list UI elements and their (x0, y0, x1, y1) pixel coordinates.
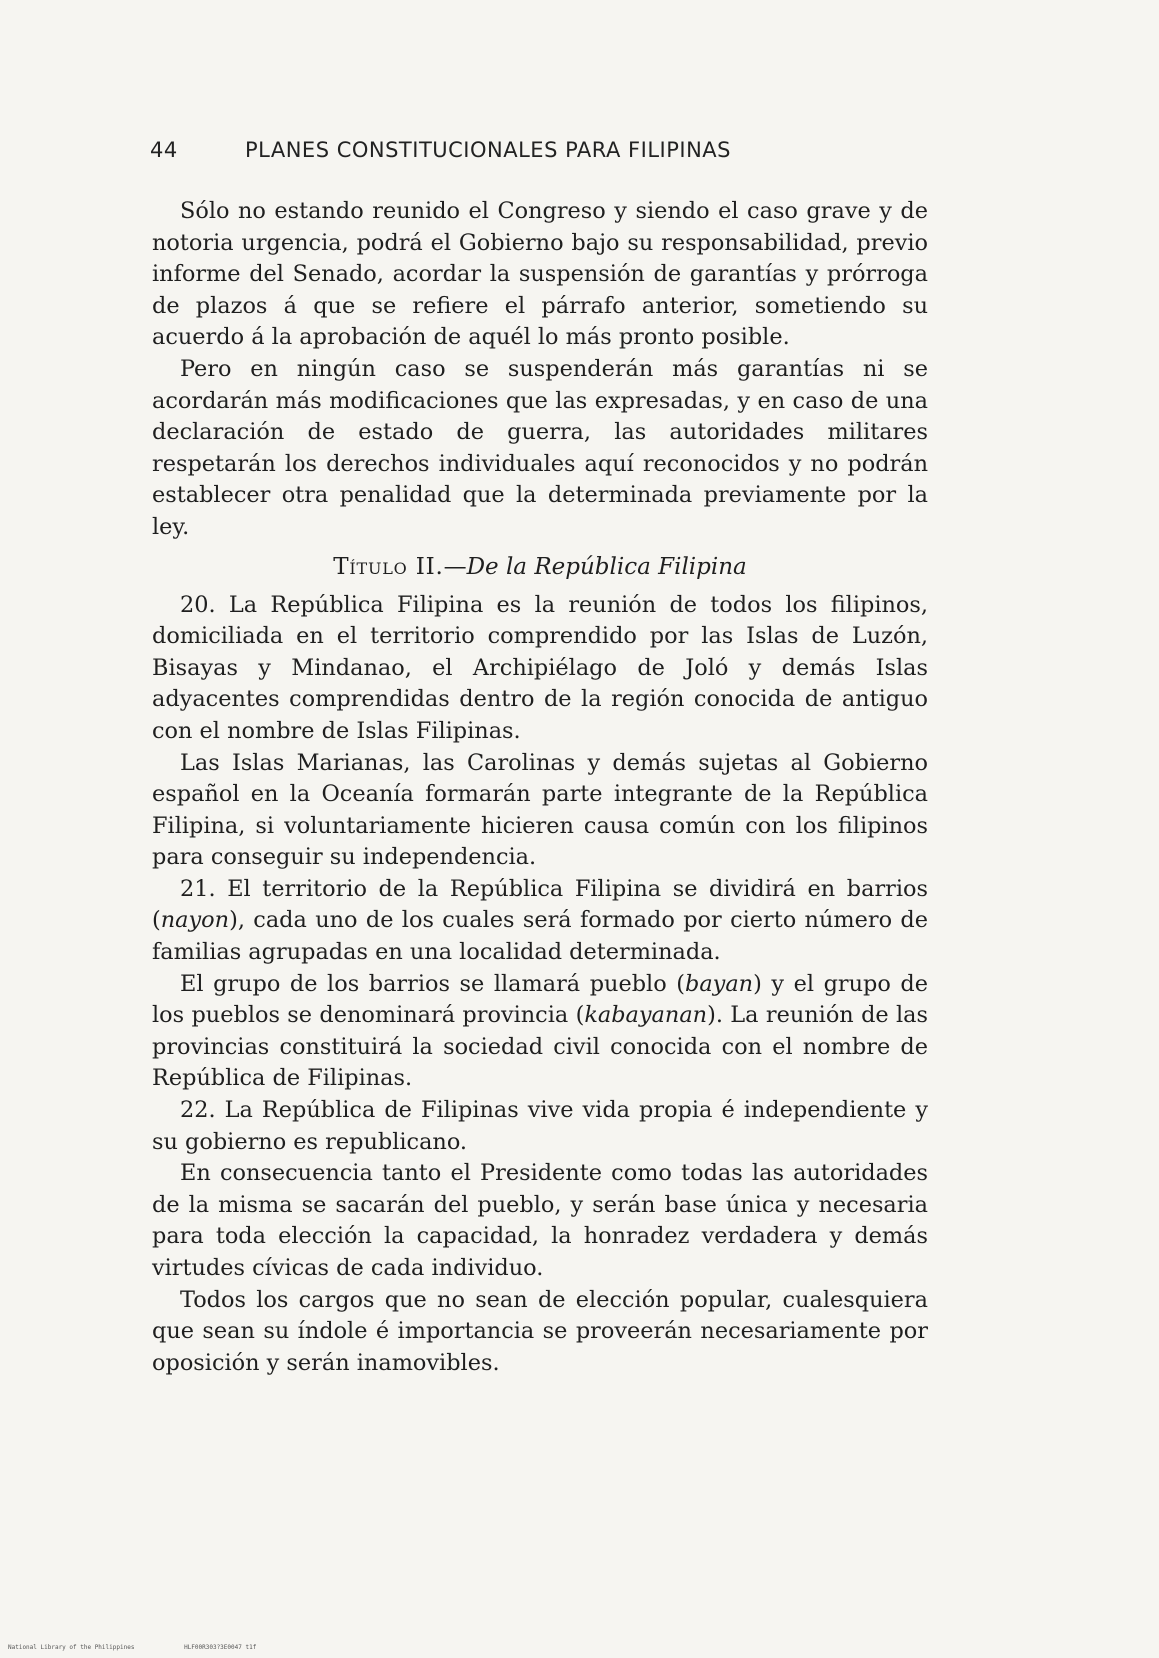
italic-term: kabayanan (584, 1002, 708, 1029)
running-title: PLANES CONSTITUCIONALES PARA FILIPINAS (245, 138, 731, 162)
article-22: 22. La República de Filipinas vive vida propia é independiente y su gobierno es republicano. (152, 1097, 928, 1155)
section-label: Título II. (333, 553, 444, 580)
paragraph: Sólo no estando reunido el Congreso y siendo el caso grave y de notoria urgencia, podrá el Gobierno bajo su responsabilidad, previo informe del Senado, acordar la suspensión de garantías y prórroga de plazos á que se refiere el párrafo anterior, sometiendo su acuerdo á la aprobación de aquél lo más pronto posible. (152, 198, 928, 351)
scan-footer (8, 1644, 302, 1651)
text-run: ) y el grupo de los pueblos se denominará provincia ( (152, 970, 928, 1029)
article-21 (152, 874, 928, 969)
italic-term: nayon (160, 907, 230, 934)
article-20-second: Las Islas Marianas, las Carolinas y demás sujetas al Gobierno español en la Oceanía formarán parte integrante de la República Filipina, si voluntariamente hicieren causa común con los filipinos para conseguir su independencia. (152, 749, 928, 871)
section-name: De la República Filipina (466, 553, 747, 580)
article-22-second: En consecuencia tanto el Presidente como todas las autoridades de la misma se sacarán del pueblo, y serán base única y necesaria para toda elección la capacidad, la honradez verdadera y demás virtudes cívicas de cada individuo. (152, 1160, 928, 1281)
article-21-second (152, 969, 928, 1095)
text-run: 21. El territorio de la República Filipina se dividirá en barrios ( (152, 875, 928, 934)
text-run: ). La reunión de las provincias constituirá la sociedad civil conocida con el nombre de República de Filipinas. (152, 1002, 929, 1092)
footer-code: HLF00R303?3E0047 t1f (184, 1644, 257, 1651)
article-20: 20. La República Filipina es la reunión de todos los filipinos, domiciliada en el territorio comprendido por las Islas de Luzón, Bisayas y Mindanao, el Archipiélago de Joló y demás Islas adyacentes comprendidas dentro de la región conocida de antiguo con el nombre de Islas Filipinas. (152, 591, 928, 744)
section-dash: — (443, 553, 467, 580)
text-run: El grupo de los barrios se llamará pueblo ( (180, 970, 685, 997)
section-title (152, 551, 928, 583)
page-number: 44 (150, 138, 178, 162)
page-header (150, 138, 980, 178)
footer-library: National Library of the Philippines (8, 1644, 135, 1651)
italic-term: bayan (684, 970, 754, 997)
body-text (152, 196, 928, 1379)
article-22-third: Todos los cargos que no sean de elección popular, cualesquiera que sean su índole é importancia se proveerán necesariamente por oposición y serán inamovibles. (152, 1286, 928, 1376)
paragraph: Pero en ningún caso se suspenderán más garantías ni se acordarán más modificaciones que las expresadas, y en caso de una declaración de estado de guerra, las autoridades militares respetarán los derechos individuales aquí reconocidos y no podrán establecer otra penalidad que la determinada previamente por la ley. (152, 355, 928, 540)
text-run: ), cada uno de los cuales será formado por cierto número de familias agrupadas en una localidad determinada. (152, 907, 928, 966)
